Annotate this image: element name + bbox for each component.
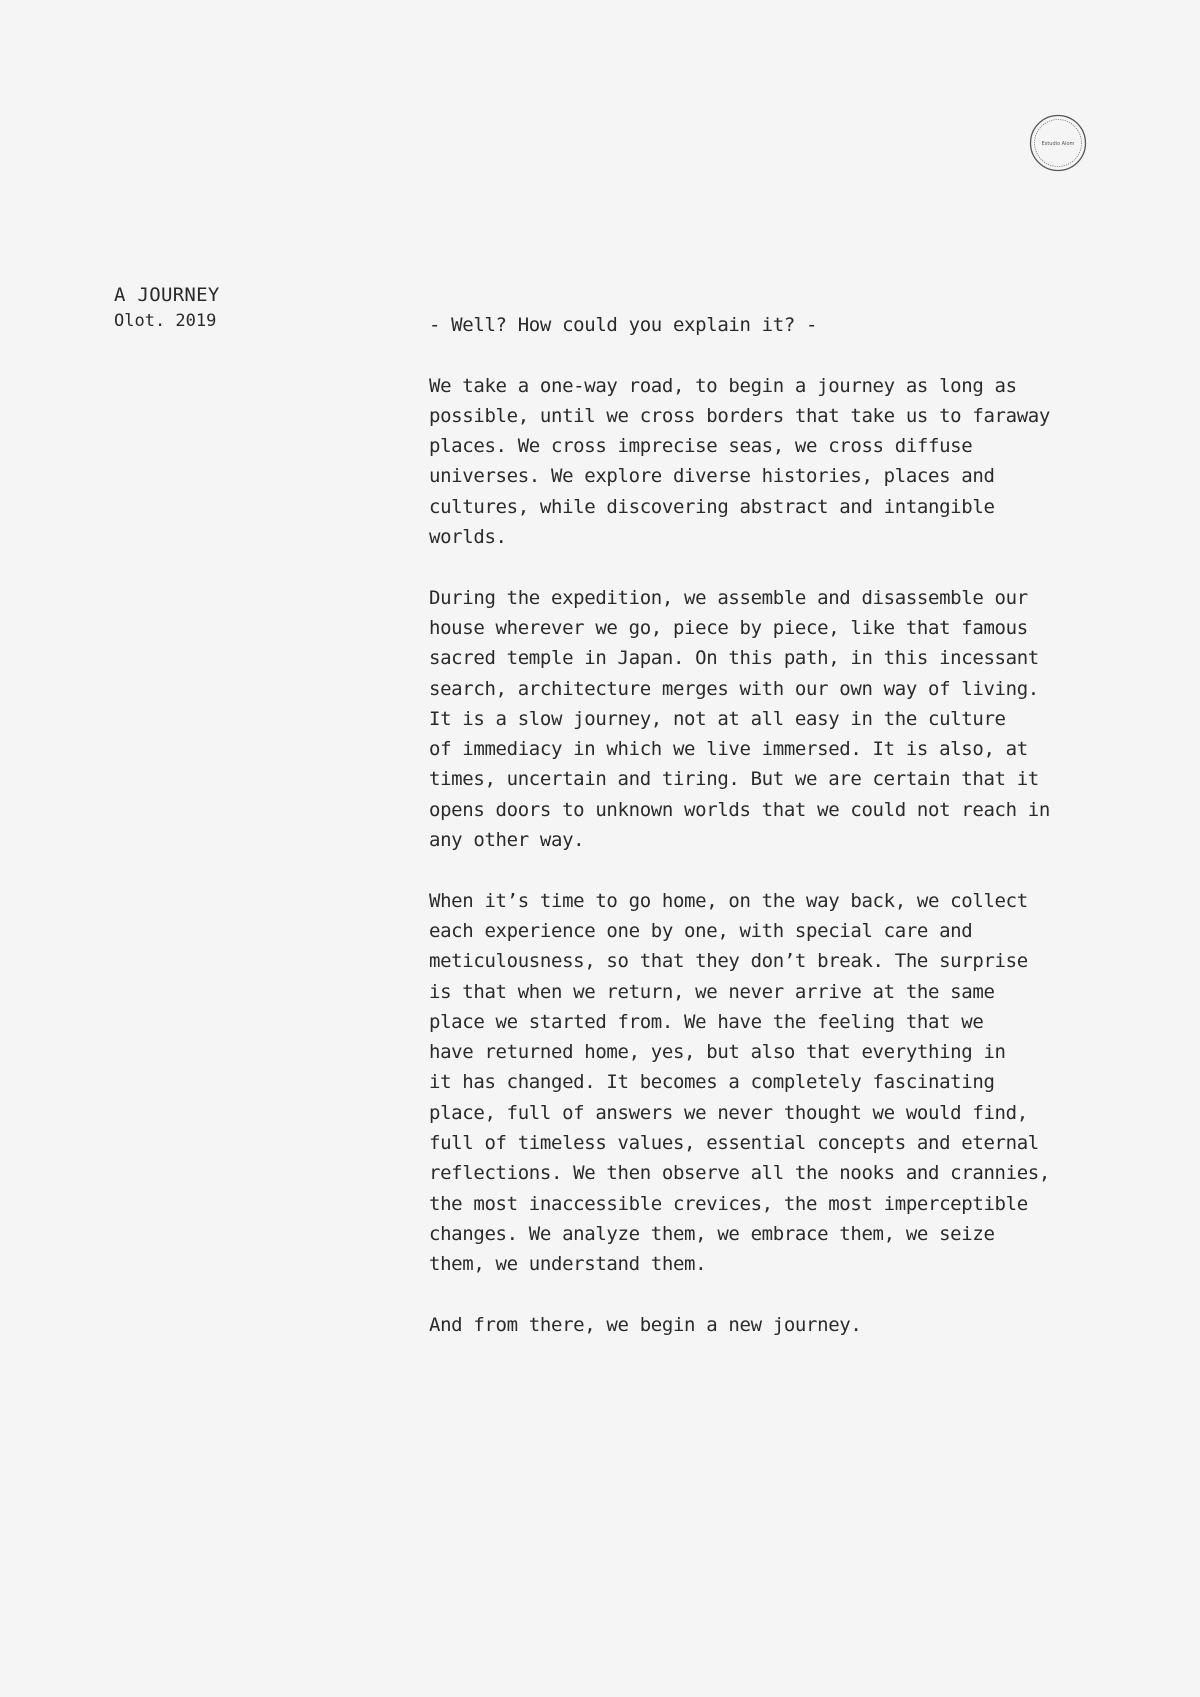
studio-seal-logo	[1029, 114, 1087, 172]
essay-paragraph: During the expedition, we assemble and disassemble our house wherever we go, piece by piece, like that famous sacred temple in Japan. On this path, in this incessant search, architecture merges with our own way of living. It is a slow journey, not at all easy in the culture of immediacy in which we live immersed. It is also, at times, uncertain and tiring. But we are certain that it opens doors to unknown worlds that we could not reach in any other way.	[429, 586, 1050, 852]
document-title: A JOURNEY	[114, 284, 220, 306]
essay-paragraph: When it’s time to go home, on the way back, we collect each experience one by one, with special care and meticulousness, so that they don’t break. The surprise is that when we return, we never arrive at the same place we started from. We have the feeling that we have returned home, yes, but also that everything in it has changed. It becomes a completely fascinating place, full of answers we never thought we would find, full of timeless values, essential concepts and eternal reflections. We then observe all the nooks and crannies, the most inaccessible crevices, the most imperceptible changes. We analyze them, we embrace them, we seize them, we understand them.	[429, 889, 1050, 1276]
essay-opening-line: - Well? How could you explain it? -	[429, 314, 818, 336]
essay-paragraph: We take a one-way road, to begin a journey as long as possible, until we cross borders that take us to faraway places. We cross imprecise seas, we cross diffuse universes. We explore diverse histories, places and cultures, while discovering abstract and intangible worlds.	[429, 374, 1050, 549]
seal-graphic	[1029, 114, 1087, 172]
document-meta	[114, 282, 394, 334]
document-date: Olot. 2019	[114, 311, 217, 331]
seal-text: Estudio Alom	[1041, 141, 1075, 147]
essay-body	[429, 310, 1119, 1370]
essay-closing-line: And from there, we begin a new journey.	[429, 1313, 862, 1336]
